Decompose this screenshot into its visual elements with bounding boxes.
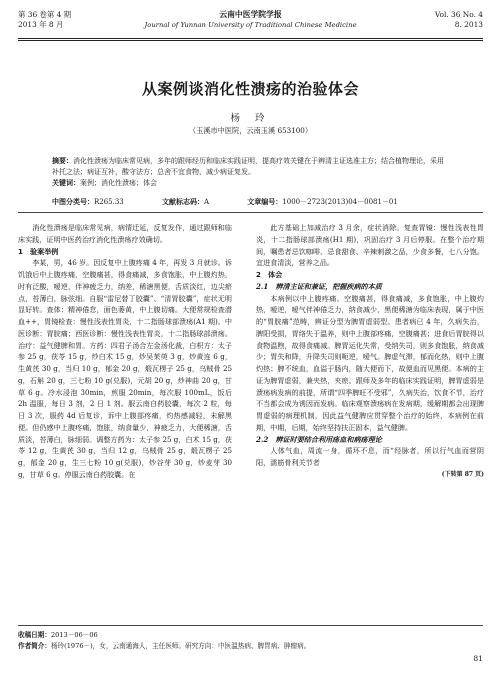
author-name: 杨 玲	[230, 113, 271, 124]
subsection-heading: 2.2 辨证时要结合利用疡血和病疡理论	[256, 434, 382, 444]
journal-name-cn: 云南中医学院学报	[219, 10, 282, 19]
abstract-text: 消化性溃疡为临床常见病，多年的跟师经历和临床实践证明，提高疗效关键在于辨清主证选准主方；结合植物理论，采用补托之法；病证互补，酸守法方；总舍不宜食物，减少病证复发。	[52, 157, 444, 176]
date-line-en: 8. 2013	[454, 20, 483, 29]
article-no-value: 1000－2723(2013)04－0081－01	[282, 198, 398, 206]
journal-name	[18, 10, 483, 30]
volume-issue-en	[435, 10, 483, 30]
body-paragraph: 李某，男，46 岁。因反复中上腹疼痛 4 年，再发 3 月就诊。诉饥饿后中上腹疼痛，空腹痛甚，得食痛减，多食饱胀，中上腹灼热，时有泛酸，嗳逆，伴神疲乏力，纳差，稀溏黑便，舌质淡红，边尖瘀点，苔薄白，脉弦细。自服“雷尼替丁胶囊”、“清胃胶囊”，症状无明显好转。查体：精神倦怠，面色萎黄，中上腹切痛。大便常规检查潜血++，胃镜检查：慢性浅表性胃炎，十二指肠球部溃疡(A1 期)。中医诊断：胃脘痛；西医诊断：慢性浅表性胃炎，十二指肠球部溃疡。治疗：益气健脾和胃。方药：四君子汤合左金汤化裁，白枳方：太子参 25 g，茯苓 15 g，炒白术 15 g，炒吴茱萸 3 g，炒黄连 6 g，生黄芪 30 g，当归 10 g，郁金 20 g，煅瓦楞子 25 g，乌贼骨 25 g，石斛 20 g，三七粉 10 g(兑服)，元胡 20 g，炒神曲 20 g，甘草 6 g。冷水浸泡 30min，煎服 20min，每次服 100mL，饭后 2h 温服，每日 3 剂，2 日 1 剂。服云南白药胶囊，每次 2 粒，每日 3 次，服药 4d 后复诊，诉中上腹部疼痛，灼热感减轻，未解黑便。但仍感中上腹疼痛，饱胀，纳食量少，神疲乏力，大便稀溏，舌质淡，苔薄白，脉细弱。调整方药为：太子参 25 g，白术 15 g，茯苓 12 g，生黄芪 30 g，当归 12 g，乌贼骨 25 g，煅瓦楞子 25 g，郁金 20 g，生三七粉 10 g(兑服)，炒谷芽 30 g，炒麦芽 30 g，甘草 6 g。停服云南白药胶囊。在	[18, 258, 232, 479]
keywords-label: 关键词：	[52, 179, 80, 187]
body-paragraph: 消化性溃疡是临床常见病，病情迁延，反复发作，通过跟师和临床实践，证明中医药治疗消化性溃疡疗效确切。	[18, 223, 232, 244]
left-column	[18, 222, 232, 481]
abstract-label: 摘要：	[52, 157, 73, 165]
footnote	[18, 625, 483, 651]
author-bio: 杨玲(1976－)，女，云南通海人，主任医师。研究方向：中医温热病、脾胃病、肿瘤病。	[50, 641, 311, 650]
clc-value: R265.33	[94, 198, 124, 206]
abstract	[52, 156, 449, 189]
page-number: 81	[473, 654, 483, 663]
section-heading: 1 验案举例	[18, 246, 59, 256]
article-no-label: 文章编号：	[247, 197, 283, 206]
abstract-rule	[18, 212, 483, 213]
header-rule-thin	[18, 40, 483, 41]
journal-name-en: Journal of Yunnan University of Traditional Chinese Medicine	[144, 21, 357, 29]
keywords-text: 案例；消化性溃疡；体会	[80, 179, 157, 187]
body-paragraph: 此方基础上加减治疗 3 月余，症状消除。复查胃镜：慢性浅表性胃炎，十二指肠球部溃疡(H1 期)，巩固治疗 3 月后停服。在整个治疗期间，嘱患者忌饮咖啡、忌食甜食、辛辣刺激之品，少食多餐，七八分饱。宜进食清淡，营养之品。	[256, 223, 484, 268]
author-bio-label: 作者简介：	[18, 641, 51, 650]
body-paragraph: 人体气血，周流一身，循环不息，而“经脉者，所以行气血而营阴阳，濡筋骨利关节者	[256, 446, 484, 467]
received-label: 收稿日期：	[18, 631, 51, 639]
clc-label: 中图分类号：	[52, 197, 94, 206]
right-column	[256, 222, 484, 481]
article-title: 从案例谈消化性溃疡的治验体会	[141, 80, 359, 98]
volume-line-en: Vol. 36 No. 4	[434, 10, 483, 19]
author-affiliation: （玉溪市中医院，云南玉溪 653100）	[188, 126, 313, 135]
received-date: 2013－06－06	[50, 631, 98, 639]
date-line: 2013 年 8 月	[18, 20, 64, 29]
doc-code-label: 文献标志码：	[162, 197, 204, 206]
doc-code-value: A	[204, 198, 210, 206]
section-heading: 2 体会	[256, 270, 283, 279]
subsection-heading: 2.1 辨清主证和兼证，把握疾病的本质	[256, 281, 382, 291]
body-paragraph: 本病例以中上腹疼痛、空腹痛甚，得食痛减，多食饱胀，中上腹灼热，嗳逆，嗳气伴神倦乏力，纳食减少，黑便稀溏为临床表现，属于中医的“胃脘痛”范畴，辨证分型为脾胃虚弱型。患者病已 4 年，久病失治，脾阳受损，胃络失于温养，则中上腹部疼痛，空腹痛甚；进食后胃脘得以食物温煦，故得食痛减。脾胃运化失常，受纳失司，则多食饱胀，纳食减少；胃失和降，升降失司则呃逆，嗳气。脾虚气滞，郁而化热，则中上腹灼热；脾不统血，血溢于肠内，随大便而下，故便血而见黑便。本病的主证为脾胃虚弱，兼夹热，夹瘀。跟师及多年的临床实践证明，脾胃虚弱是溃疡病发病的前提，所谓“四季脾旺不受邪”，久病失治，饮食不节，治疗不当都会成为诱因而发病。临床观察溃疡病在发病期，缓解期都会出现脾胃虚弱的病理机制，因此益气健脾应贯穿整个治疗的始终，本病例在前期，中期，后期，始终坚持扶正固本，益气健脾。	[256, 293, 484, 432]
header-rule	[18, 38, 483, 39]
continued-note: (下转第 87 页)	[441, 470, 484, 478]
volume-line: 第 36 卷第 4 期	[18, 10, 72, 19]
classification-line	[52, 196, 449, 208]
